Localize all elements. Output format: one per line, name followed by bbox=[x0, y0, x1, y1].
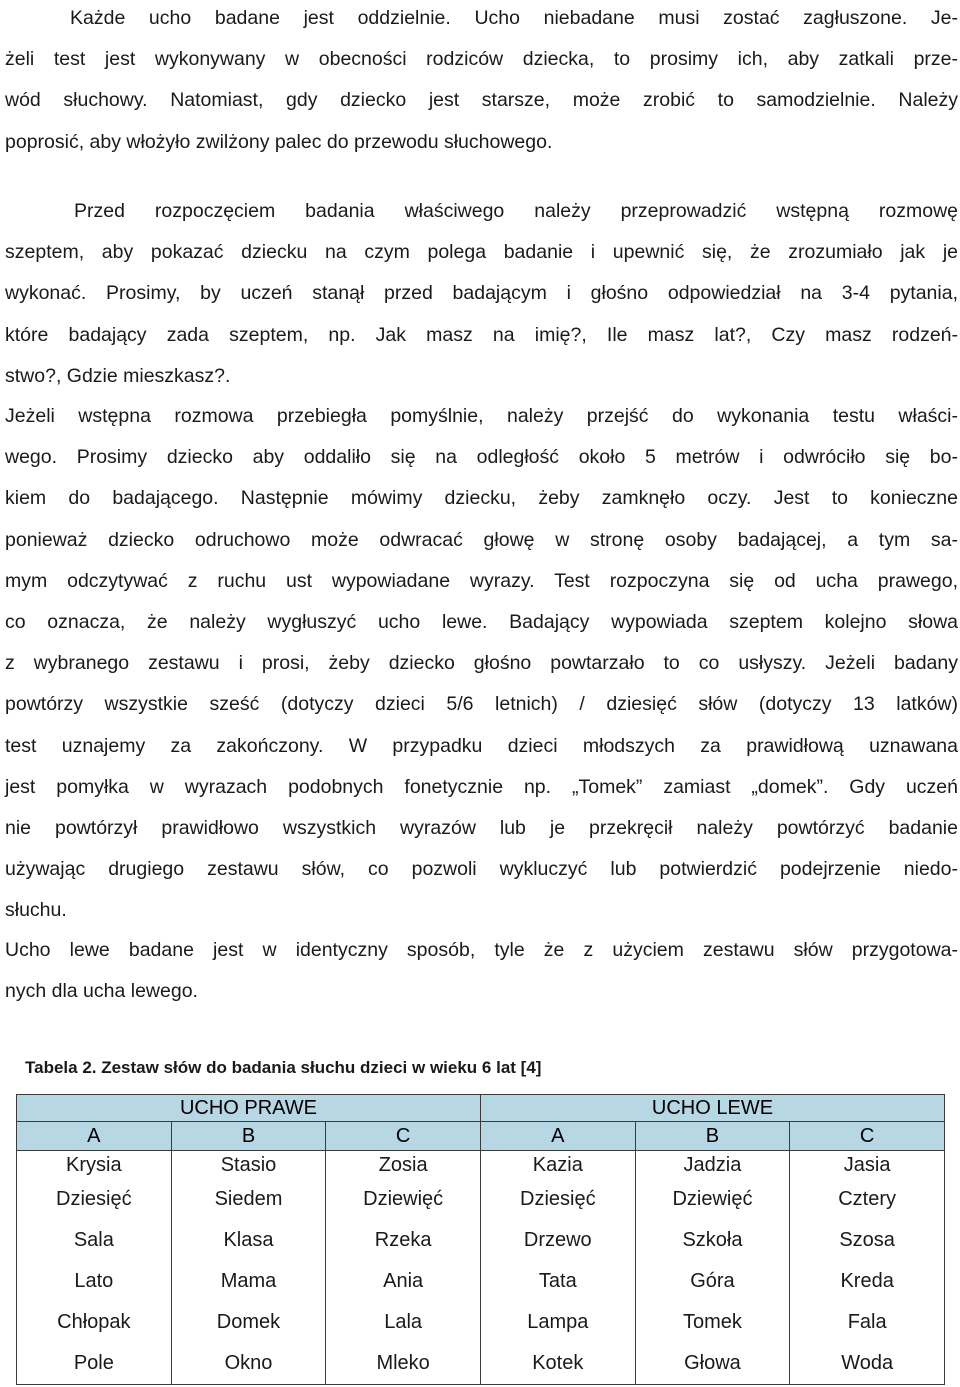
table-cell: Jasia bbox=[790, 1151, 945, 1180]
text-line: z wybranego zestawu i prosi, żeby dziecko głośno powtarzało to co usłyszy. Jeżeli badany bbox=[5, 652, 958, 675]
text-line: ponieważ dziecko odruchowo może odwracać głowę w stronę osoby badającej, a tym sa- bbox=[5, 528, 958, 551]
table-caption: Tabela 2. Zestaw słów do badania słuchu dzieci w wieku 6 lat [4] bbox=[25, 1058, 542, 1077]
text-line: Przed rozpoczęciem badania właściwego należy przeprowadzić wstępną rozmowę bbox=[74, 200, 958, 222]
text-line: Ucho lewe badane jest w identyczny sposób, tyle że z użyciem zestawu słów przygotowa- bbox=[5, 939, 958, 961]
text-line: kiem do badającego. Następnie mówimy dziecku, żeby zamknęło oczy. Jest to konieczne bbox=[5, 487, 958, 510]
table-cell: Szosa bbox=[790, 1220, 945, 1261]
table-cell: Zosia bbox=[326, 1151, 481, 1180]
column-header: B bbox=[171, 1122, 326, 1151]
table-cell: Mama bbox=[171, 1261, 326, 1302]
column-header: A bbox=[17, 1122, 172, 1151]
text-line: mym odczytywać z ruchu ust wypowiadane wyrazy. Test rozpoczyna się od ucha prawego, bbox=[5, 569, 958, 592]
text-line: wód słuchowy. Natomiast, gdy dziecko jest starsze, może zrobić to samodzielnie. Należy bbox=[5, 89, 958, 112]
table-row bbox=[17, 1261, 945, 1302]
text-line: nych dla ucha lewego. bbox=[5, 980, 198, 1003]
table-cell: Kreda bbox=[790, 1261, 945, 1302]
table-cell: Fala bbox=[790, 1302, 945, 1343]
table-cell: Lampa bbox=[480, 1302, 635, 1343]
header-right-ear: UCHO PRAWE bbox=[17, 1095, 481, 1122]
column-header: B bbox=[635, 1122, 790, 1151]
column-header: A bbox=[480, 1122, 635, 1151]
table-cell: Dziesięć bbox=[480, 1179, 635, 1220]
text-line: test uznajemy za zakończony. W przypadku dzieci młodszych za prawidłową uznawana bbox=[5, 734, 958, 757]
table-cell: Lala bbox=[326, 1302, 481, 1343]
table-group-header-row bbox=[17, 1095, 945, 1122]
table-cell: Domek bbox=[171, 1302, 326, 1343]
text-line: stwo?, Gdzie mieszkasz?. bbox=[5, 364, 231, 387]
table-cell: Głowa bbox=[635, 1343, 790, 1385]
table-cell: Ania bbox=[326, 1261, 481, 1302]
paragraph-ear-testing bbox=[5, 0, 958, 163]
table-cell: Krysia bbox=[17, 1151, 172, 1180]
table-cell: Góra bbox=[635, 1261, 790, 1302]
table-cell: Kazia bbox=[480, 1151, 635, 1180]
table-cell: Dziesięć bbox=[17, 1179, 172, 1220]
column-header: C bbox=[790, 1122, 945, 1151]
table-row bbox=[17, 1302, 945, 1343]
text-line: poprosić, aby włożyło zwilżony palec do przewodu słuchowego. bbox=[5, 130, 553, 153]
table-cell: Szkoła bbox=[635, 1220, 790, 1261]
text-line: jest pomyłka w wyrazach podobnych fonetycznie np. „Tomek” zamiast „domek”. Gdy uczeń bbox=[5, 775, 958, 798]
table-cell: Mleko bbox=[326, 1343, 481, 1385]
table-row bbox=[17, 1220, 945, 1261]
table-cell: Chłopak bbox=[17, 1302, 172, 1343]
table-row bbox=[17, 1179, 945, 1220]
paragraph-left-ear bbox=[5, 930, 958, 1012]
table-cell: Tomek bbox=[635, 1302, 790, 1343]
table-cell: Jadzia bbox=[635, 1151, 790, 1180]
table-column-header-row bbox=[17, 1122, 945, 1151]
text-line: które badający zada szeptem, np. Jak masz na imię?, Ile masz lat?, Czy masz rodzeń- bbox=[5, 323, 958, 346]
table-cell: Siedem bbox=[171, 1179, 326, 1220]
text-line: co oznacza, że należy wygłuszyć ucho lewe. Badający wypowiada szeptem kolejno słowa bbox=[5, 611, 958, 634]
text-line: Każde ucho badane jest oddzielnie. Ucho niebadane musi zostać zagłuszone. Je- bbox=[70, 7, 958, 29]
table-cell: Kotek bbox=[480, 1343, 635, 1385]
word-list-table bbox=[16, 1094, 945, 1385]
column-header: C bbox=[326, 1122, 481, 1151]
paragraph-test-procedure bbox=[5, 396, 958, 932]
table-cell: Sala bbox=[17, 1220, 172, 1261]
table-cell: Klasa bbox=[171, 1220, 326, 1261]
header-left-ear: UCHO LEWE bbox=[480, 1095, 944, 1122]
table-cell: Lato bbox=[17, 1261, 172, 1302]
paragraph-preliminary-conversation bbox=[5, 191, 958, 397]
table-cell: Pole bbox=[17, 1343, 172, 1385]
table-cell: Okno bbox=[171, 1343, 326, 1385]
table-cell: Stasio bbox=[171, 1151, 326, 1180]
table-cell: Dziewięć bbox=[326, 1179, 481, 1220]
table-row bbox=[17, 1151, 945, 1180]
table-cell: Woda bbox=[790, 1343, 945, 1385]
text-line: wykonać. Prosimy, by uczeń stanął przed badającym i głośno odpowiedział na 3-4 pytania, bbox=[5, 282, 958, 305]
text-line: szeptem, aby pokazać dziecku na czym polega badanie i upewnić się, że zrozumiało jak je bbox=[5, 241, 958, 264]
text-line: nie powtórzył prawidłowo wszystkich wyrazów lub je przekręcił należy powtórzyć badanie bbox=[5, 817, 958, 840]
table-cell: Rzeka bbox=[326, 1220, 481, 1261]
table-row bbox=[17, 1343, 945, 1385]
text-line: powtórzy wszystkie sześć (dotyczy dzieci 5/6 letnich) / dziesięć słów (dotyczy 13 latków) bbox=[5, 693, 958, 716]
text-line: Jeżeli wstępna rozmowa przebiegła pomyślnie, należy przejść do wykonania testu właści- bbox=[5, 405, 958, 427]
table-cell: Drzewo bbox=[480, 1220, 635, 1261]
text-line: słuchu. bbox=[5, 899, 67, 922]
table-cell: Dziewięć bbox=[635, 1179, 790, 1220]
text-line: żeli test jest wykonywany w obecności rodziców dziecka, to prosimy ich, aby zatkali prze- bbox=[5, 48, 958, 71]
table-body bbox=[17, 1151, 945, 1385]
text-line: wego. Prosimy dziecko aby oddaliło się na odległość około 5 metrów i odwróciło się bo- bbox=[5, 446, 958, 469]
table-cell: Cztery bbox=[790, 1179, 945, 1220]
table-cell: Tata bbox=[480, 1261, 635, 1302]
text-line: używając drugiego zestawu słów, co pozwoli wykluczyć lub potwierdzić podejrzenie niedo- bbox=[5, 858, 958, 881]
